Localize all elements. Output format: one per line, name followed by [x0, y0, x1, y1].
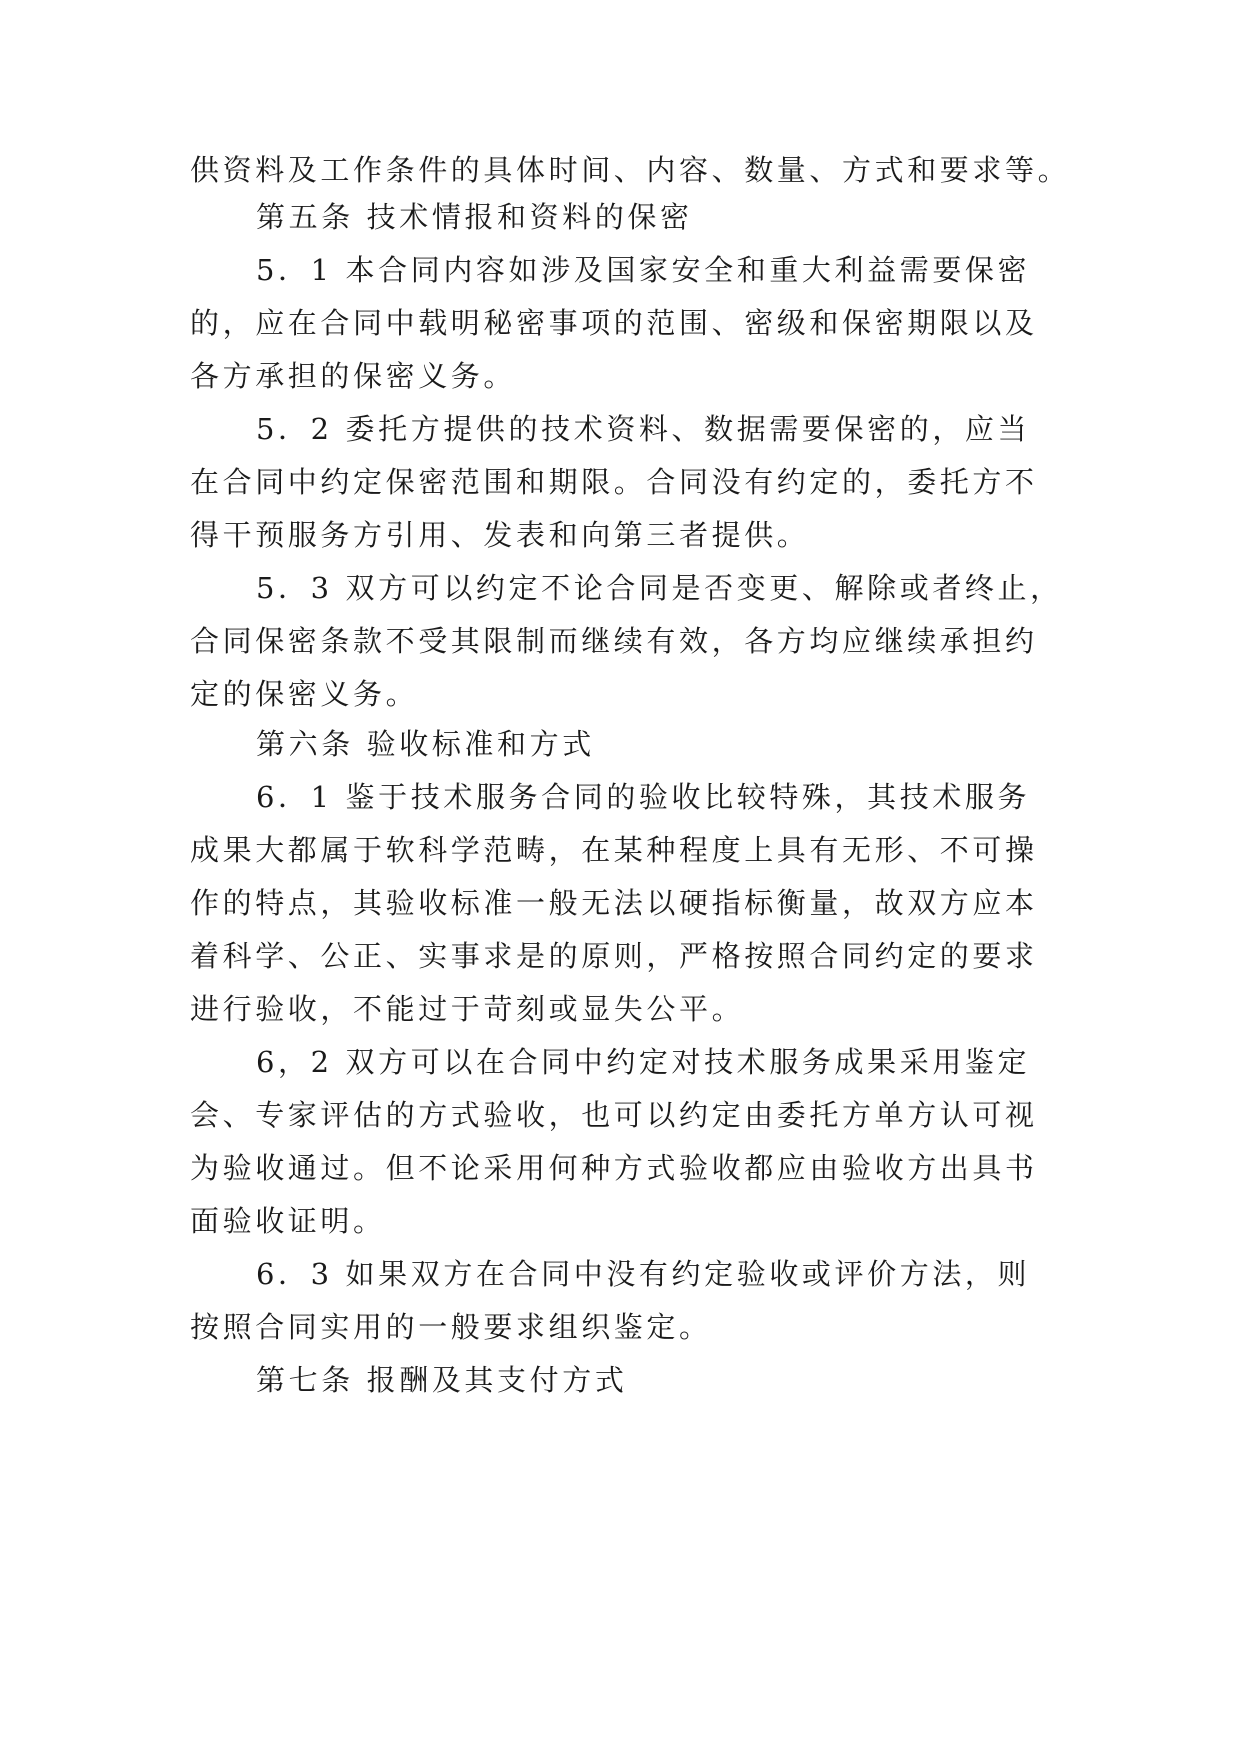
text-line: 各方承担的保密义务。 — [190, 359, 517, 393]
text-line: 进行验收，不能过于苛刻或显失公平。 — [190, 992, 745, 1026]
text-line: 5．3 双方可以约定不论合同是否变更、解除或者终止， — [256, 571, 1063, 605]
text-line: 会、专家评估的方式验收，也可以约定由委托方单方认可视 — [190, 1098, 1038, 1132]
text-line: 面验收证明。 — [190, 1204, 386, 1238]
text-line: 的，应在合同中载明秘密事项的范围、密级和保密期限以及 — [190, 306, 1038, 340]
text-line: 着科学、公正、实事求是的原则，严格按照合同约定的要求 — [190, 939, 1038, 973]
text-line: 供资料及工作条件的具体时间、内容、数量、方式和要求等。 — [190, 153, 1071, 187]
section-heading: 第五条 技术情报和资料的保密 — [256, 200, 693, 234]
text-line: 6．1 鉴于技术服务合同的验收比较特殊，其技术服务 — [256, 780, 1031, 814]
text-line: 得干预服务方引用、发表和向第三者提供。 — [190, 518, 810, 552]
section-heading: 第七条 报酬及其支付方式 — [256, 1363, 628, 1397]
text-line: 合同保密条款不受其限制而继续有效，各方均应继续承担约 — [190, 624, 1038, 658]
text-line: 为验收通过。但不论采用何种方式验收都应由验收方出具书 — [190, 1151, 1038, 1185]
text-line: 成果大都属于软科学范畴，在某种程度上具有无形、不可操 — [190, 833, 1038, 867]
text-line: 5．2 委托方提供的技术资料、数据需要保密的，应当 — [256, 412, 1031, 446]
text-line: 5．1 本合同内容如涉及国家安全和重大利益需要保密 — [256, 253, 1031, 287]
section-heading: 第六条 验收标准和方式 — [256, 727, 595, 761]
text-line: 6．3 如果双方在合同中没有约定验收或评价方法，则 — [256, 1257, 1031, 1291]
text-line: 定的保密义务。 — [190, 677, 419, 711]
text-line: 按照合同实用的一般要求组织鉴定。 — [190, 1310, 712, 1344]
text-line: 6，2 双方可以在合同中约定对技术服务成果采用鉴定 — [256, 1045, 1031, 1079]
text-line: 在合同中约定保密范围和期限。合同没有约定的，委托方不 — [190, 465, 1038, 499]
text-line: 作的特点，其验收标准一般无法以硬指标衡量，故双方应本 — [190, 886, 1038, 920]
